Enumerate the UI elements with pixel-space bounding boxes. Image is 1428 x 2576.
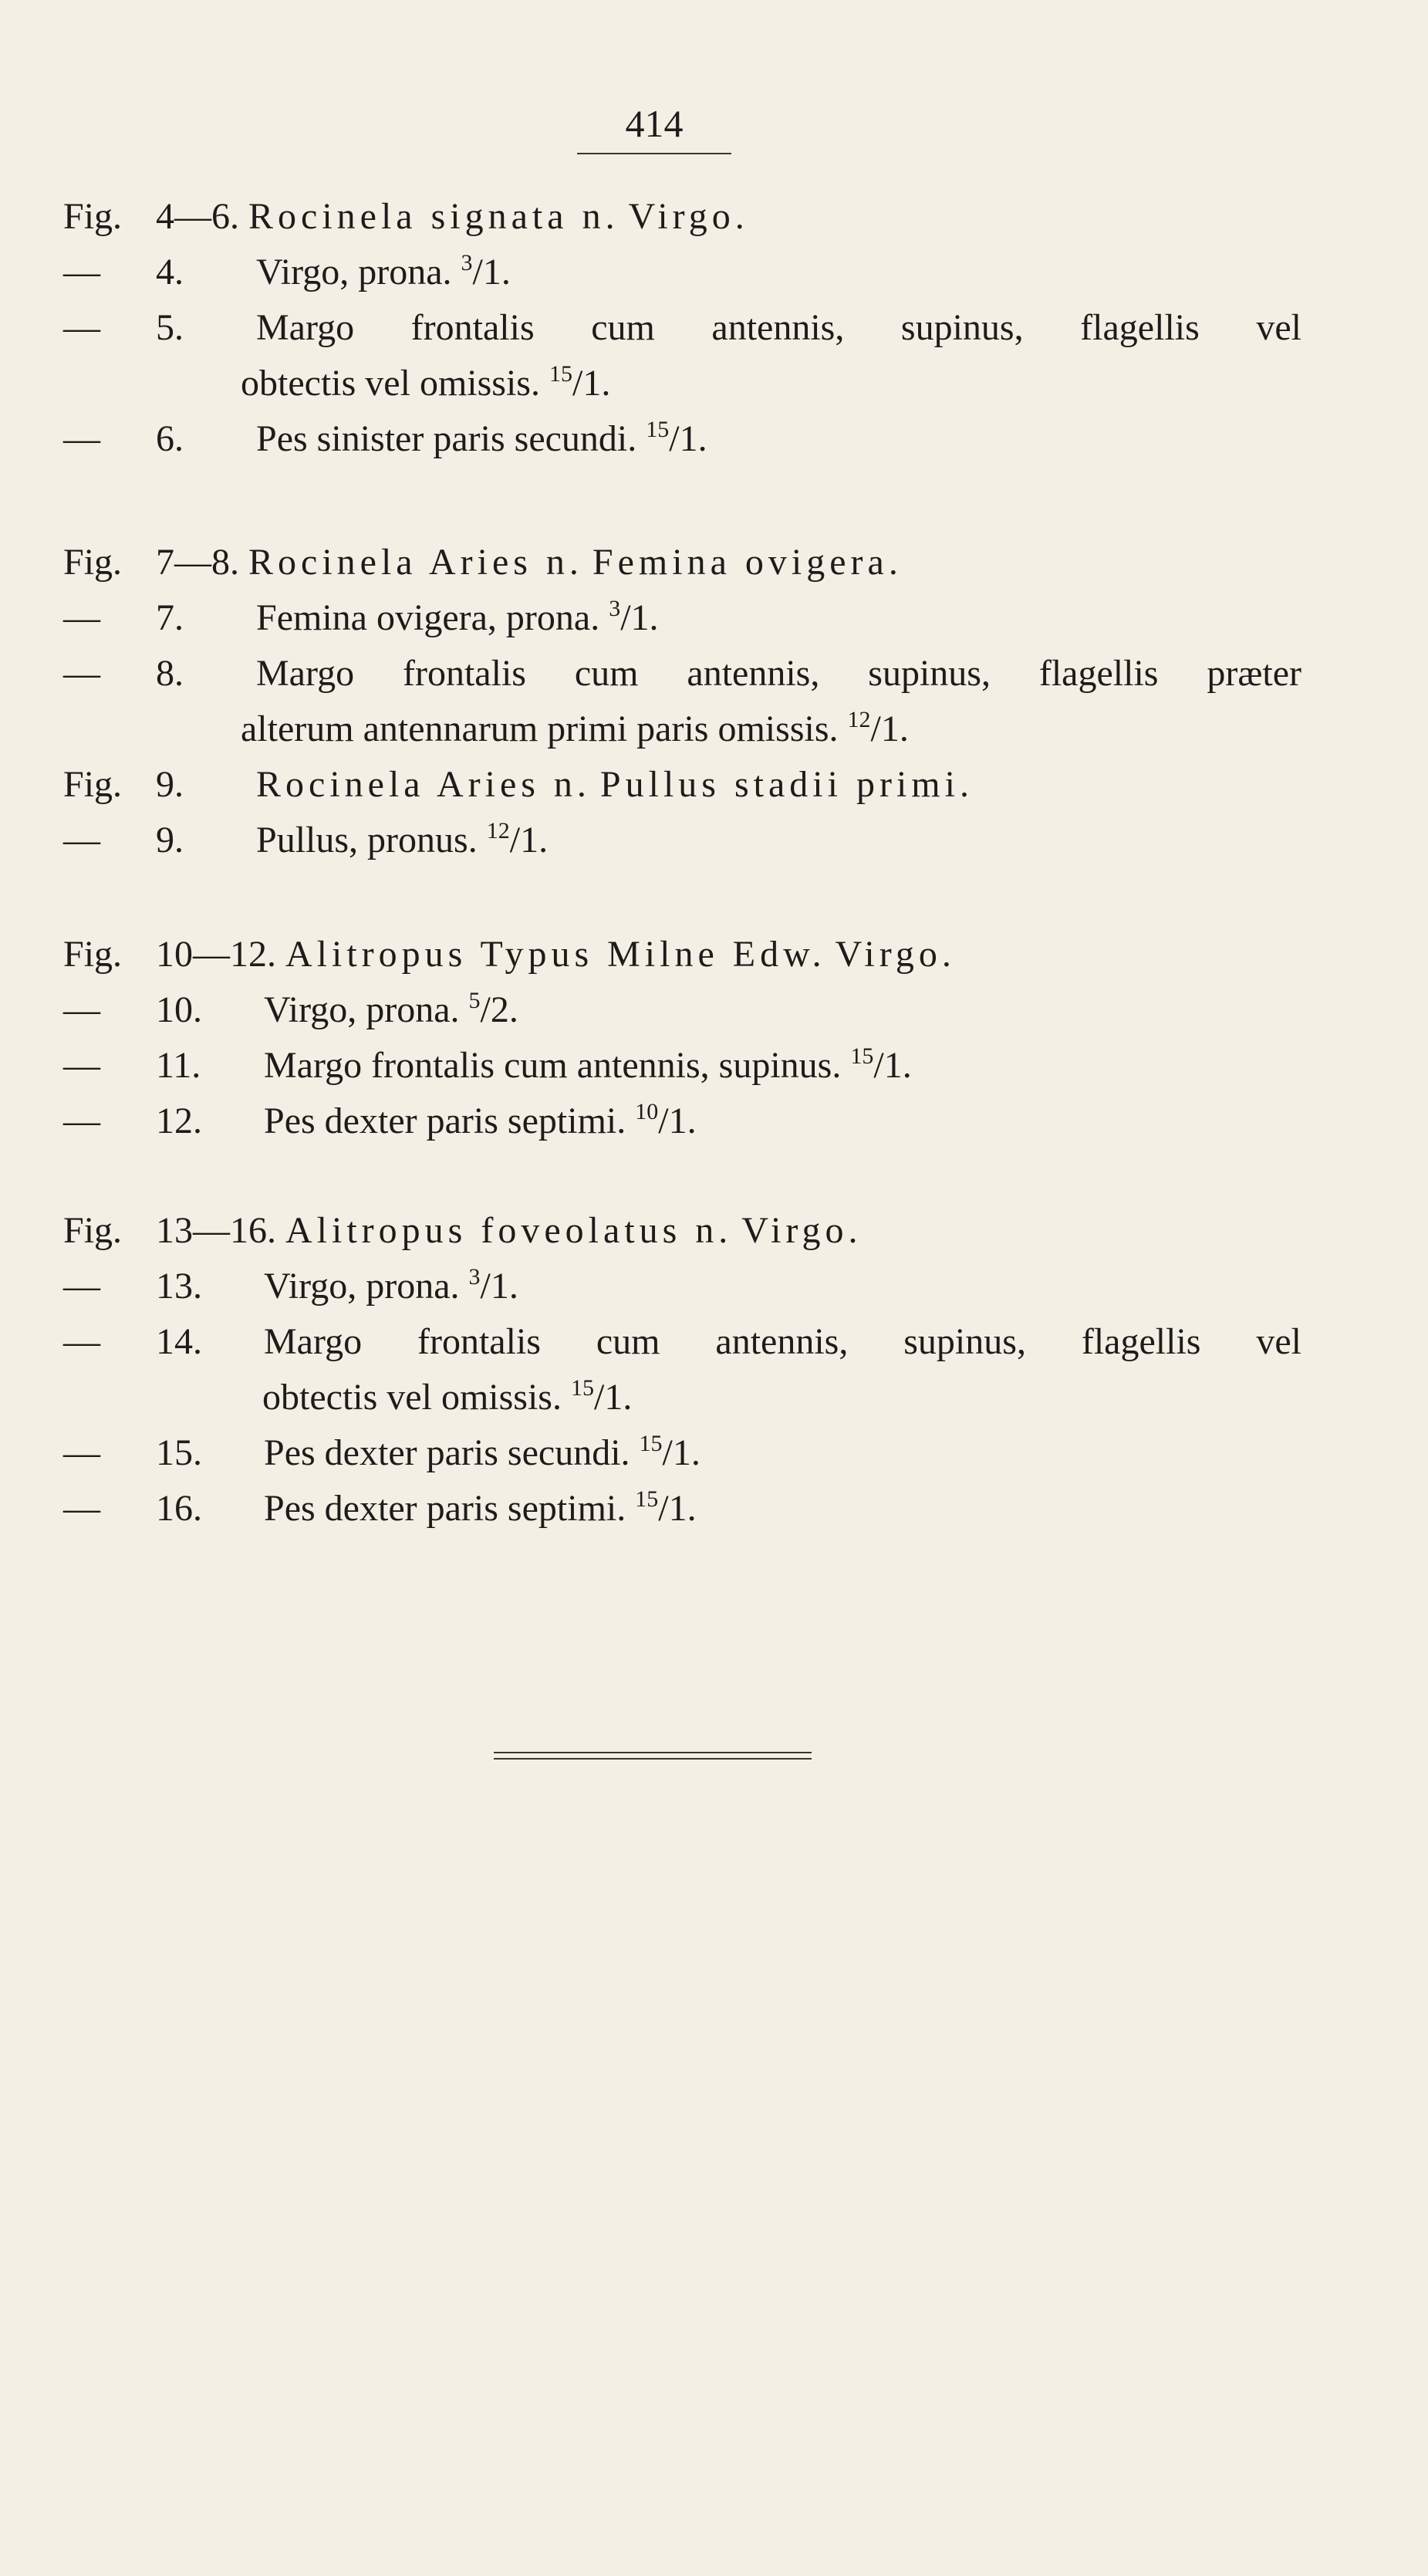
page-number: 414 [625, 102, 684, 145]
magnification-denominator: 1. [482, 252, 511, 292]
fig-number: 4. [156, 252, 184, 292]
fig-number: 13. [156, 1266, 202, 1307]
magnification-numerator: 15 [850, 1043, 874, 1069]
fig-range: 4—6. [156, 196, 239, 237]
dash: — [63, 1488, 100, 1529]
magnification-denominator: 1. [883, 1045, 912, 1086]
fig-description: Margo frontalis cum antennis, supinus, flagellis vel [264, 1321, 1301, 1362]
fig-range: 9. [156, 764, 184, 805]
fig-number: 9. [156, 820, 184, 860]
dash: — [63, 989, 100, 1030]
fig-description: Pullus, pronus. [256, 820, 478, 860]
fig-prefix: Fig. [63, 1210, 123, 1251]
figure-entry: — 6. Pes sinister paris secundi. $^{15}$/1. [63, 415, 707, 468]
fig-prefix: Fig. [63, 764, 123, 805]
figure-group-heading [63, 539, 903, 587]
fig-number: 6. [156, 418, 184, 459]
dash: — [63, 418, 100, 459]
figure-entry: — 4. Virgo, prona. $^3$/1. [63, 248, 511, 301]
dash: — [63, 597, 100, 638]
fig-description: Virgo, prona. [264, 1266, 460, 1307]
species-name: Rocinela Aries n. [256, 764, 591, 805]
figure-entry-continuation: obtectis vel omissis. $^{15}$/1. [241, 361, 611, 404]
magnification-denominator: 1. [490, 1266, 518, 1307]
fig-description: Margo frontalis cum antennis, supinus. [264, 1045, 842, 1086]
species-name: Rocinela Aries n. [248, 542, 583, 583]
fig-description: Virgo, prona. [256, 252, 452, 292]
magnification-numerator: 3 [609, 596, 621, 621]
magnification-numerator: 15 [639, 1431, 663, 1456]
end-rule [494, 1758, 812, 1760]
specimen-status: Femina ovigera. [592, 542, 903, 583]
fig-number: 12. [156, 1100, 202, 1141]
magnification-numerator: 15 [549, 361, 572, 387]
magnification-denominator: 1. [604, 1377, 633, 1418]
specimen-status: Pullus stadii primi. [599, 764, 974, 805]
species-name: Rocinela signata n. [248, 196, 619, 237]
figure-entry: — 15. Pes dexter paris secundi. $^{15}$/1. [63, 1429, 700, 1482]
fig-description: Margo frontalis cum antennis, supinus, flagellis præter [256, 653, 1301, 694]
fig-prefix: Fig. [63, 934, 123, 975]
figure-entry: — 13. Virgo, prona. $^3$/1. [63, 1263, 518, 1315]
magnification-denominator: 1. [630, 597, 659, 638]
figure-group-heading [63, 1207, 863, 1255]
figure-group-heading [63, 193, 749, 241]
fig-description-cont: alterum antennarum primi paris omissis. [241, 708, 839, 749]
fig-number: 15. [156, 1432, 202, 1473]
magnification-numerator: 12 [847, 707, 871, 732]
magnification-numerator: 3 [468, 1264, 481, 1290]
specimen-status: Virgo. [741, 1210, 863, 1251]
fig-description-cont: obtectis vel omissis. [241, 363, 540, 404]
magnification-denominator: 1. [679, 418, 707, 459]
fig-description: Femina ovigera, prona. [256, 597, 600, 638]
specimen-status: Virgo. [835, 934, 956, 975]
fig-number: 10. [156, 989, 202, 1030]
figure-entry [63, 650, 1301, 698]
figure-entry: — 10. Virgo, prona. $^5$/2. [63, 986, 518, 1039]
figure-group-heading [63, 761, 974, 809]
figure-entry-continuation: obtectis vel omissis. $^{15}$/1. [262, 1375, 633, 1418]
figure-entry: — 12. Pes dexter paris septimi. $^{10}$/1. [63, 1097, 697, 1150]
magnification-numerator: 15 [646, 417, 670, 442]
figure-entry: — 16. Pes dexter paris septimi. $^{15}$/1. [63, 1485, 697, 1537]
dash: — [63, 653, 100, 694]
magnification-numerator: 15 [570, 1375, 594, 1401]
fig-range: 13—16. [156, 1210, 276, 1251]
fig-description-cont: obtectis vel omissis. [262, 1377, 562, 1418]
fig-number: 5. [156, 307, 184, 348]
fig-description: Pes dexter paris secundi. [264, 1432, 630, 1473]
magnification-denominator: 1. [668, 1100, 697, 1141]
fig-range: 10—12. [156, 934, 276, 975]
magnification-numerator: 3 [461, 250, 473, 276]
fig-number: 16. [156, 1488, 202, 1529]
dash: — [63, 1045, 100, 1086]
fig-description: Pes sinister paris secundi. [256, 418, 637, 459]
figure-entry: — 7. Femina ovigera, prona. $^3$/1. [63, 594, 659, 647]
magnification-numerator: 12 [486, 818, 510, 843]
fig-prefix: Fig. [63, 196, 123, 237]
figure-entry: — 9. Pullus, pronus. $^{12}$/1. [63, 816, 548, 869]
dash: — [63, 307, 100, 348]
figure-group-heading [63, 931, 956, 979]
fig-description: Virgo, prona. [264, 989, 460, 1030]
magnification-numerator: 5 [468, 988, 481, 1013]
magnification-denominator: 1. [582, 363, 611, 404]
end-rule [494, 1752, 812, 1753]
magnification-denominator: 1. [880, 708, 909, 749]
magnification-denominator: 2. [490, 989, 518, 1030]
figure-entry [63, 304, 1301, 352]
figure-entry [63, 1318, 1301, 1366]
fig-prefix: Fig. [63, 542, 123, 583]
dash: — [63, 820, 100, 860]
magnification-denominator: 1. [520, 820, 549, 860]
magnification-denominator: 1. [668, 1488, 697, 1529]
fig-description: Pes dexter paris septimi. [264, 1488, 626, 1529]
fig-description: Margo frontalis cum antennis, supinus, flagellis vel [256, 307, 1301, 348]
dash: — [63, 1266, 100, 1307]
fig-number: 11. [156, 1045, 201, 1086]
dash: — [63, 1321, 100, 1362]
magnification-denominator: 1. [672, 1432, 700, 1473]
species-name: Alitropus foveolatus n. [285, 1210, 733, 1251]
figure-entry-continuation: alterum antennarum primi paris omissis. $^{12}$/1. [241, 707, 909, 749]
magnification-numerator: 15 [635, 1486, 659, 1512]
specimen-status: Virgo. [628, 196, 749, 237]
fig-number: 14. [156, 1321, 202, 1362]
species-name: Alitropus Typus Milne Edw. [285, 934, 826, 975]
fig-description: Pes dexter paris septimi. [264, 1100, 626, 1141]
magnification-numerator: 10 [635, 1099, 659, 1124]
dash: — [63, 1100, 100, 1141]
fig-number: 8. [156, 653, 184, 694]
figure-entry: — 11. Margo frontalis cum antennis, supinus. $^{15}$/1. [63, 1042, 912, 1094]
dash: — [63, 1432, 100, 1473]
fig-range: 7—8. [156, 542, 239, 583]
page-number-underline [577, 153, 731, 154]
fig-number: 7. [156, 597, 184, 638]
dash: — [63, 252, 100, 292]
